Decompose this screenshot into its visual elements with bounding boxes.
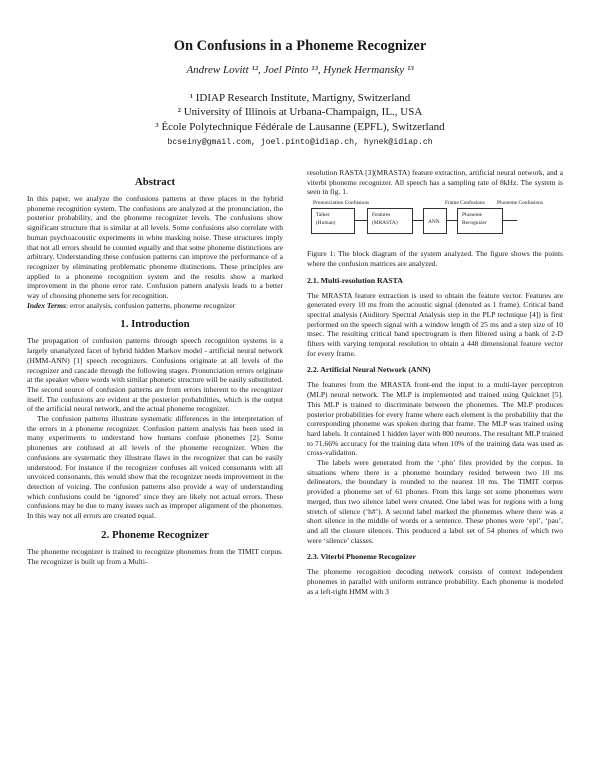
- left-column: [27, 168, 283, 566]
- mrasta-heading: 2.1. Multi-resolution RASTA: [307, 275, 403, 285]
- paper-title: On Confusions in a Phoneme Recognizer: [173, 38, 427, 54]
- abstract-body: [27, 194, 283, 310]
- intro-paragraph-1: The propagation of confusion patterns through speech recognition systems is a largely unanalyzed facet of hybrid hidden Markov model - artificial neural network (HMM-ANN) [1] speech recognizers. Confusions originate at all levels of the recognizer and cascade through the following stages. Pronunciation errors originate at the speaker where words with similar phonetic structure will be easily substituted. The second source of confusion patterns are from errors inherent to the recognizer itself. The confusions are evident at the posterior probabilities, which is the output of the artificial neural network, and the actual phoneme recognizer.: [27, 336, 283, 414]
- mrasta-paragraph: The MRASTA feature extraction is used to obtain the feature vector. Features are generated every 10 ms from the acoustic signal (denoted as 1 frame). Critical band spectral analysis (Auditory Spectral Analysis step in the PLP technique [4]) is first performed on the speech signal with a window length of 25 ms and a step size of 10 msec. The resulting critical band spectrogram is then filtered using a bank of 2-D filters with varying temporal resolution to obtain a 448 dimensional feature vector for every frame.: [307, 290, 563, 358]
- viterbi-heading: 2.3. Viterbi Phoneme Recognizer: [307, 552, 416, 562]
- arrow-features-ann: [413, 220, 423, 221]
- abstract-heading: Abstract: [134, 176, 176, 188]
- author-list: Andrew Lovitt ¹², Joel Pinto ¹³, Hynek Hermansky ¹³: [186, 64, 414, 76]
- arrow-ann-recognizer: [447, 220, 457, 221]
- affiliation-1: ¹ IDIAP Research Institute, Martigny, Switzerland: [189, 92, 411, 104]
- right-column: [307, 168, 563, 597]
- label-frame-confusions: Frame Confusions: [445, 200, 485, 207]
- ann-heading: 2.2. Artificial Neural Network (ANN): [307, 365, 431, 375]
- ann-box: ANN: [423, 208, 447, 234]
- figure-caption: Figure 1: The block diagram of the system analyzed. The figure shows the points where the confusion matrices are analyzed.: [307, 249, 563, 268]
- author-emails: bcseiny@gmail.com, joel.pinto@idiap.ch, hynek@idiap.ch: [167, 138, 433, 147]
- phoneme-recognizer-continued: resolution RASTA [3](MRASTA) feature extraction, artificial neural network, and a viterbi phoneme recognizer. All speech has a sampling rate of 8kHz. The system is seen in fig. 1.: [307, 168, 563, 197]
- index-terms: : error analysis, confusion patterns, phoneme recognizer: [65, 300, 236, 310]
- arrow-output: [503, 220, 517, 221]
- intro-paragraph-2: The confusion patterns illustrate systematic differences in the interpretation of the errors in a phoneme recognizer. Confusion pattern analysis has been used in many experiments to understand how humans confuse phonemes [2]. Some phonemes are confused at all levels of the phoneme recognizer. When the confusions are systematic they illustrate flaws in the recognizer that can be easily understood. For instance if the recognizer confuses all voiced consonants with all unvoiced consonants, this would show that the recognizer needs improvement in the detection of voicing. The confusion patterns also provide a way of understanding which confusions could be ‘ignored’ since they are likely not actual errors. These confusions may be due to many issues such as improper alignment of the phonemes. In this way not all errors are created equal.: [27, 414, 283, 521]
- ann-paragraph-2: The labels were generated from the ‘.phn’ files provided by the corpus. In situations where there is a phoneme boundary resided between two 10 ms delineators, the boundary is rounded to the nearest 10 ms. The TIMIT corpus provided a phoneme set of 61 phones. From this large set some phonemes were merged, thus two silence label were created. One label was for regions with a long stretch of silence (‘h#’). A second label marked the phonemes where there was a short silence in the middle of words or a sentence. These phones were ‘epi’, ‘pau’, and all the closure silences. This produced a label set of 54 phones of which two were ‘silence’ classes.: [307, 458, 563, 545]
- affiliation-3: ³ École Polytechnique Fédérale de Lausanne (EPFL), Switzerland: [155, 121, 445, 133]
- phoneme-recognizer-box: Phoneme Recognizer: [457, 208, 503, 234]
- abstract-text: In this paper, we analyze the confusions patterns at three places in the hybrid phoneme recognition system. The confusions are analyzed at the pronunciation, the posterior probability, and the phoneme recognizer levels. The confusions show significant structure that is similar at all levels. Some confusions also correlate with human psychoacoustic experiments in white masking noise. These structures imply that not all errors should be counted equally and that some phoneme distinctions are arbitrary. Understanding these confusion patterns can improve the performance of a recognizer by eliminating problematic phoneme distinctions. These principles are applied to a phoneme recognition system and the results show a marked improvement in the phone error rate. Confusion pattern analysis leads to a better way of choosing phoneme sets for recognition.: [27, 194, 283, 301]
- label-phoneme-confusions: Phoneme Confusions: [497, 200, 543, 207]
- phoneme-recognizer-paragraph: The phoneme recognizer is trained to recognize phonemes from the TIMIT corpus. The recognizer is built up from a Multi-: [27, 546, 283, 566]
- block-diagram: [307, 199, 563, 245]
- viterbi-paragraph: The phoneme recognition decoding network consists of context independent phonemes in parallel with uniform entrance probability. Each phoneme is modeled as a left-right HMM with 3: [307, 567, 563, 596]
- affiliation-2: ² University of Illinois at Urbana-Champaign, IL., USA: [177, 106, 423, 118]
- phoneme-recognizer-heading: 2. Phoneme Recognizer: [101, 528, 209, 541]
- index-terms-label: Index Terms: [27, 300, 66, 310]
- intro-heading: 1. Introduction: [120, 318, 190, 331]
- talker-box: Talker (Human): [311, 208, 355, 234]
- ann-paragraph-1: The features from the MRASTA front-end the input to a multi-layer perceptron (MLP) neural network. The MLP is implemented and trained using Quicknet [5]. This MLP is trained to discriminate between the phonemes. The MLP produces posterior probabilities for every frame where each element is the probability that the corresponding phoneme was spoken during that frame. The MLP was trained using hard labels. It contained 1 hidden layer with 800 neurons. The resultant MLP trained to 71.66% accuracy for the training data when 10% of the training data was used as cross-validation.: [307, 380, 563, 458]
- arrow-talker-features: [355, 220, 367, 221]
- features-box: Features (MRASTA): [367, 208, 413, 234]
- label-pronunciation-confusions: Pronunciation Confusions: [313, 200, 370, 207]
